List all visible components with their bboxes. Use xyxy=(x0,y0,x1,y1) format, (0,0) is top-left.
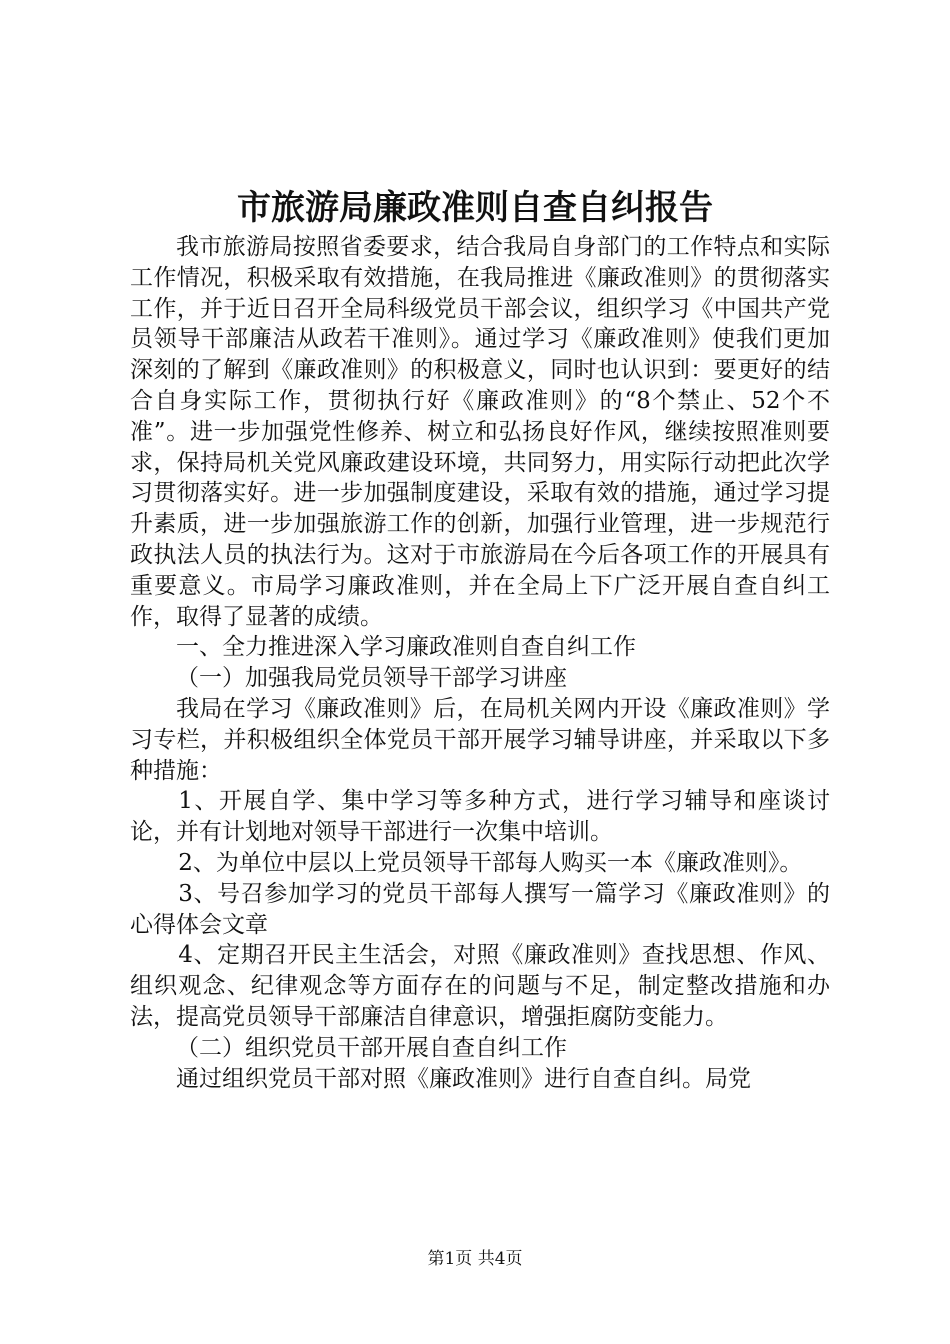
document-body xyxy=(130,232,830,1094)
list-item: 1、开展自学、集中学习等多种方式，进行学习辅导和座谈讨论，并有计划地对领导干部进行一次集中培训。 xyxy=(130,788,830,846)
subsection-heading: （二）组织党员干部开展自查自纠工作 xyxy=(176,1034,567,1061)
paragraph: 我市旅游局按照省委要求，结合我局自身部门的工作特点和实际工作情况，积极采取有效措施，在我局推进《廉政准则》的贯彻落实工作，并于近日召开全局科级党员干部会议，组织学习《中国共产党员领导干部廉洁从政若干准则》。通过学习《廉政准则》使我们更加深刻的了解到《廉政准则》的积极意义，同时也认识到：要更好的结合自身实际工作，贯彻执行好《廉政准则》的“8个禁止、52个不准”。进一步加强党性修养、树立和弘扬良好作风，继续按照准则要求，保持局机关党风廉政建设环境，共同努力，用实际行动把此次学习贯彻落实好。进一步加强制度建设，采取有效的措施，通过学习提升素质，进一步加强旅游工作的创新，加强行业管理，进一步规范行政执法人员的执法行为。这对于市旅游局在今后各项工作的开展具有重要意义。市局学习廉政准则，并在全局上下广泛开展自查自纠工作，取得了显著的成绩。 xyxy=(130,234,830,630)
list-item: 2、为单位中层以上党员领导干部每人购买一本《廉政准则》。 xyxy=(178,849,803,876)
document-title: 市旅游局廉政准则自查自纠报告 xyxy=(237,188,713,228)
list-item: 3、号召参加学习的党员干部每人撰写一篇学习《廉政准则》的心得体会文章 xyxy=(130,880,830,938)
paragraph: 通过组织党员干部对照《廉政准则》进行自查自纠。局党 xyxy=(176,1065,751,1092)
list-item: 4、定期召开民主生活会，对照《廉政准则》查找思想、作风、组织观念、纪律观念等方面存在的问题与不足，制定整改措施和办法，提高党员领导干部廉洁自律意识，增强拒腐防变能力。 xyxy=(130,942,830,1030)
section-heading: 一、全力推进深入学习廉政准则自查自纠工作 xyxy=(176,634,636,661)
paragraph: 我局在学习《廉政准则》后，在局机关网内开设《廉政准则》学习专栏，并积极组织全体党员干部开展学习辅导讲座，并采取以下多种措施： xyxy=(130,695,830,784)
page-footer: 第1页 共4页 xyxy=(427,1249,523,1269)
subsection-heading: （一）加强我局党员领导干部学习讲座 xyxy=(176,665,567,692)
